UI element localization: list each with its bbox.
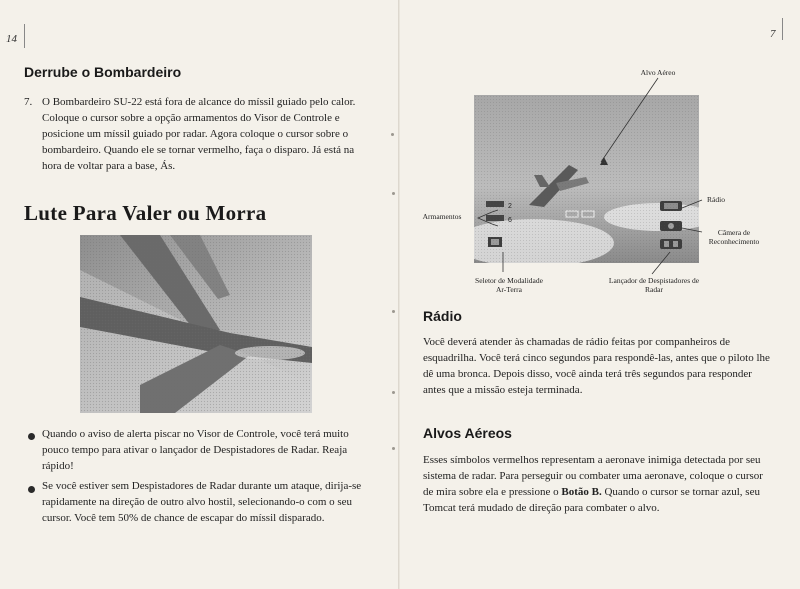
- right-page-number: 7: [770, 28, 776, 40]
- section-title-alvos: Alvos Aéreos: [423, 425, 512, 441]
- b-button-label: Botão B.: [561, 486, 602, 498]
- callout-lines: [400, 60, 800, 300]
- label-seletor: Seletor de Modalidade Ar-Terra: [475, 276, 543, 294]
- radio-text: Você deverá atender às chamadas de rádio feitas por companheiros de esquadrilha. Você terá cinco segundos para respondê-las, antes que o piloto lhe dê uma bronca. Depois disso, você ainda terá três segundos para responder antes que a missão esteja terminada.: [423, 336, 770, 396]
- alvos-text-after: Quando o cursor se tornar azul, seu Tomcat terá mudado de direção para combater o alvo.: [423, 486, 760, 514]
- alvos-text: [423, 452, 773, 516]
- page-speck: [392, 391, 395, 394]
- bullet-marker-1: [28, 433, 35, 440]
- page-speck: [392, 310, 395, 313]
- right-page-rule: [782, 18, 783, 40]
- section-title-lute: Lute Para Valer ou Morra: [24, 201, 267, 225]
- left-page-rule: [24, 24, 25, 48]
- left-page-number: 14: [6, 33, 17, 45]
- bullet-text-2: Se você estiver sem Despistadores de Radar durante um ataque, dirija-se rapidamente na direção de outro alvo hostil, selecionando-o com o seu cursor. Você tem 50% de chance de escapar do míssil disparado.: [42, 480, 362, 524]
- step-text: O Bombardeiro SU-22 está fora de alcance do míssil guiado pelo calor. Coloque o cursor sobre a opção armamentos do Visor de Controle e posicione um míssil guiado por radar. Agora coloque o cursor sobre o bombardeiro. Quando ele se tornar vermelho, faça o disparo. Já está na hora de voltar para a base, Ás.: [42, 96, 356, 172]
- bullet-text-1: Quando o aviso de alerta piscar no Visor de Controle, você terá muito pouco tempo para ativar o lançador de Despistadores de Radar. Reaja rápido!: [42, 428, 349, 472]
- page-speck: [392, 447, 395, 450]
- alvos-text-before: Esses símbolos vermelhos representam a aeronave inimiga detectada por seu sistema de radar. Para perseguir ou combater uma aeronave, coloque o cursor de mira sobre ela e pressione o: [423, 454, 763, 498]
- page-speck: [392, 192, 395, 195]
- label-camera: Câmera de Reconhecimento: [708, 228, 760, 246]
- label-alvo-aereo: Alvo Aéreo: [640, 68, 676, 77]
- label-armamentos: Armamentos: [422, 212, 462, 221]
- bullet-marker-2: [28, 486, 35, 493]
- page-speck: [391, 133, 394, 136]
- jet-photo-illustration: [80, 235, 312, 413]
- section-title-radio: Rádio: [423, 308, 462, 324]
- label-radio: Rádio: [707, 195, 725, 204]
- label-lancador: Lançador de Despistadores de Radar: [608, 276, 700, 294]
- section-title-derrube: Derrube o Bombardeiro: [24, 64, 182, 80]
- jet-photo: [80, 235, 312, 413]
- step-number: 7.: [24, 96, 33, 108]
